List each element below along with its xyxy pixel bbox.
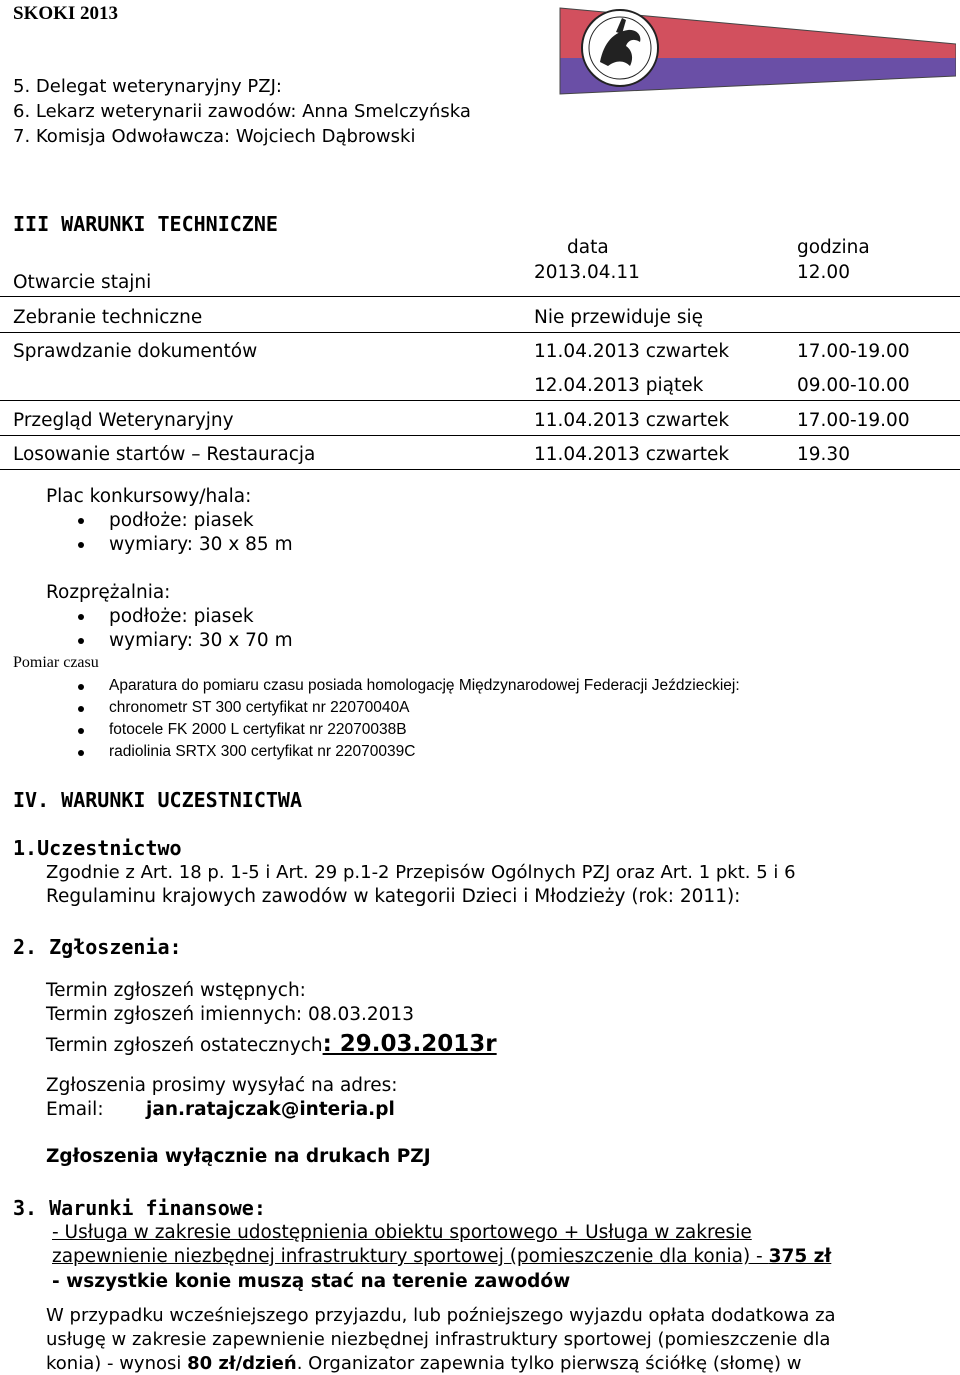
finance-paragraph: usługę w zakresie zapewnienie niezbędnej infrastruktury sportowej (pomieszczenie dla [46, 1329, 831, 1350]
finance-service-text: zapewnienie niezbędnej infrastruktury sportowej (pomieszczenie dla konia) - [52, 1246, 769, 1267]
official-item: 5. Delegat weterynaryjny PZJ: [13, 76, 282, 97]
pzj-flag-logo-icon [556, 2, 956, 98]
schedule-date: 12.04.2013 piątek [534, 375, 704, 396]
schedule-label: Otwarcie stajni [13, 272, 152, 293]
page-header-title: SKOKI 2013 [13, 3, 119, 24]
section-title: III WARUNKI TECHNICZNE [13, 212, 278, 236]
schedule-time: 12.00 [797, 262, 850, 283]
bullet-icon [78, 728, 84, 734]
timing-item: Aparatura do pomiaru czasu posiada homologację Międzynarodowej Federacji Jeździeckiej: [109, 677, 740, 694]
official-item: 7. Komisja Odwoławcza: Wojciech Dąbrowski [13, 126, 416, 147]
column-header-date: data [567, 237, 609, 258]
table-divider [0, 296, 960, 297]
schedule-label: Zebranie techniczne [13, 307, 203, 328]
finance-paragraph: W przypadku wcześniejszego przyjazdu, lub poźniejszego wyjazdu opłata dodatkowa za [46, 1305, 836, 1326]
official-item: 6. Lekarz weterynarii zawodów: Anna Smelczyńska [13, 101, 471, 122]
participation-text: Zgodnie z Art. 18 p. 1-5 i Art. 29 p.1-2 Przepisów Ogólnych PZJ oraz Art. 1 pkt. 5 i 6 [46, 862, 796, 883]
forms-note: Zgłoszenia wyłącznie na drukach PZJ [46, 1146, 431, 1167]
warmup-item: podłoże: piasek [109, 606, 254, 627]
subsection-title: 2. Zgłoszenia: [13, 935, 182, 959]
finance-line: - Usługa w zakresie udostępnienia obiektu sportowego + Usługa w zakresie [52, 1222, 752, 1243]
finance-extra-price: 80 zł/dzień [187, 1353, 297, 1374]
schedule-date: 2013.04.11 [534, 262, 640, 283]
timing-item: fotocele FK 2000 L certyfikat nr 22070038B [109, 721, 407, 738]
schedule-date: 11.04.2013 czwartek [534, 341, 730, 362]
warmup-item: wymiary: 30 x 70 m [109, 630, 293, 651]
entries-final-date: : 29.03.2013r [322, 1031, 497, 1057]
table-divider [0, 332, 960, 333]
bullet-icon [78, 638, 84, 644]
finance-paragraph [46, 1353, 801, 1374]
warmup-title: Rozprężalnia: [46, 582, 171, 603]
email-label: Email: [46, 1099, 104, 1120]
schedule-date: 11.04.2013 czwartek [534, 410, 730, 431]
participation-text: Regulaminu krajowych zawodów w kategorii Dzieci i Młodzieży (rok: 2011): [46, 886, 741, 907]
entries-text: Termin zgłoszeń wstępnych: [46, 980, 306, 1001]
address-text: Zgłoszenia prosimy wysyłać na adres: [46, 1075, 398, 1096]
entries-final-deadline [46, 1031, 497, 1057]
subsection-title: 1.Uczestnictwo [13, 836, 182, 860]
column-header-time: godzina [797, 237, 870, 258]
timing-item: radiolinia SRTX 300 certyfikat nr 22070039C [109, 743, 416, 760]
finance-note: - wszystkie konie muszą stać na terenie zawodów [52, 1271, 571, 1292]
finance-line [52, 1246, 831, 1267]
arena-item: wymiary: 30 x 85 m [109, 534, 293, 555]
bullet-icon [78, 684, 84, 690]
schedule-time: 09.00-10.00 [797, 375, 910, 396]
bullet-icon [78, 542, 84, 548]
schedule-time: 17.00-19.00 [797, 341, 910, 362]
bullet-icon [78, 750, 84, 756]
schedule-time: 19.30 [797, 444, 850, 465]
table-divider [0, 469, 960, 470]
section-title: IV. WARUNKI UCZESTNICTWA [13, 788, 302, 812]
arena-item: podłoże: piasek [109, 510, 254, 531]
email-link[interactable]: jan.ratajczak@interia.pl [146, 1099, 395, 1120]
table-divider [0, 435, 960, 436]
arena-title: Plac konkursowy/hala: [46, 486, 252, 507]
schedule-label: Przegląd Weterynaryjny [13, 410, 234, 431]
schedule-date: 11.04.2013 czwartek [534, 444, 730, 465]
entries-final-label: Termin zgłoszeń ostatecznych [46, 1035, 323, 1056]
bullet-icon [78, 706, 84, 712]
finance-price: 375 zł [768, 1246, 832, 1267]
subsection-title: 3. Warunki finansowe: [13, 1196, 266, 1220]
schedule-label: Sprawdzanie dokumentów [13, 341, 258, 362]
bullet-icon [78, 518, 84, 524]
entries-text: Termin zgłoszeń imiennych: 08.03.2013 [46, 1004, 414, 1025]
table-divider [0, 400, 960, 401]
finance-paragraph-start: konia) - wynosi [46, 1353, 188, 1374]
schedule-label: Losowanie startów – Restauracja [13, 444, 316, 465]
schedule-time: 17.00-19.00 [797, 410, 910, 431]
timing-title: Pomiar czasu [13, 654, 99, 671]
finance-paragraph-end: . Organizator zapewnia tylko pierwszą ściółkę (słomę) w [296, 1353, 802, 1374]
timing-item: chronometr ST 300 certyfikat nr 22070040A [109, 699, 410, 716]
bullet-icon [78, 614, 84, 620]
schedule-date: Nie przewiduje się [534, 307, 703, 328]
